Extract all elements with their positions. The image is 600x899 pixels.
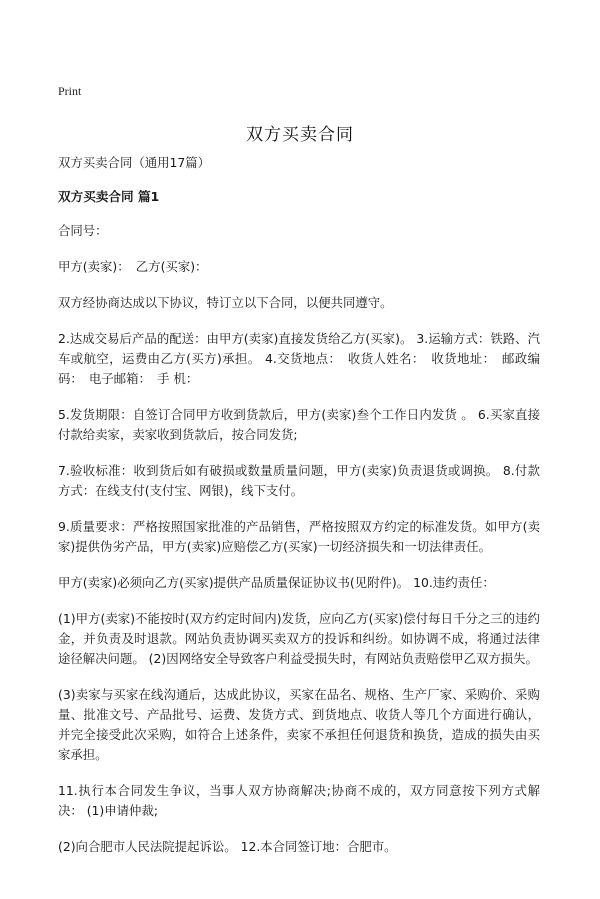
clause-breach-1-2: (1)甲方(卖家)不能按时(双方约定时间内)发货，应向乙方(买家)偿付每日千分之三的违约金，并负责及时退款。网站负责协调买卖双方的投诉和纠纷。如协调不成，将通过法律途径解决问题。 (2)因网络安全导致客户利益受损失时，有网站负责赔偿甲乙双方损失。 [58, 611, 540, 666]
document-title: 双方买卖合同 [246, 125, 354, 145]
clause-dispute: 11.执行本合同发生争议，当事人双方协商解决;协商不成的，双方同意按下列方式解决： (1)申请仲裁; [58, 783, 540, 818]
agreement-intro: 双方经协商达成以下协议，特订立以下合同，以便共同遵守。 [58, 295, 393, 310]
document-subtitle: 双方买卖合同（通用17篇） [58, 155, 211, 170]
parties-line: 甲方(卖家)： 乙方(买家)： [58, 259, 208, 274]
clause-litigation-location: (2)向合肥市人民法院提起诉讼。 12.本合同签订地：合肥市。 [58, 839, 397, 854]
clause-breach-3: (3)卖家与买家在线沟通后，达成此协议，买家在品名、规格、生产厂家、采购价、采购量、批准文号、产品批号、运费、发货方式、到货地点、收货人等几个方面进行确认，并完全接受此次采购，如符合上述条件，卖家不承担任何退货和换货，造成的损失由买家承担。 [58, 687, 540, 762]
document-body [58, 153, 540, 873]
clause-acceptance-payment-method: 7.验收标准：收到货后如有破损或数量质量问题，甲方(卖家)负责退货或调换。 8.付款方式：在线支付(支付宝、网银)，线下支付。 [58, 463, 540, 498]
clause-delivery-transport: 2.达成交易后产品的配送：由甲方(卖家)直接发货给乙方(买家)。 3.运输方式：铁路、汽车或航空，运费由乙方(买方)承担。 4.交货地点： 收货人姓名： 收货地址： 邮政编码： 电子邮箱： 手 机： [58, 331, 540, 386]
contract-number-line: 合同号： [58, 223, 108, 238]
clause-shipping-payment: 5.发货期限：自签订合同甲方收到货款后，甲方(卖家)叁个工作日内发货 。 6.买家直接付款给卖家，卖家收到货款后，按合同发货; [58, 407, 540, 442]
clause-quality: 9.质量要求：严格按照国家批准的产品销售，严格按照双方约定的标准发货。如甲方(卖家)提供伪劣产品，甲方(卖家)应赔偿乙方(买家)一切经济损失和一切法律责任。 [58, 519, 540, 554]
print-label: Print [58, 84, 82, 98]
section-heading: 双方买卖合同 篇1 [58, 189, 160, 204]
clause-quality-guarantee-liability: 甲方(卖家)必须向乙方(买家)提供产品质量保证协议书(见附件)。 10.违约责任： [58, 575, 495, 590]
